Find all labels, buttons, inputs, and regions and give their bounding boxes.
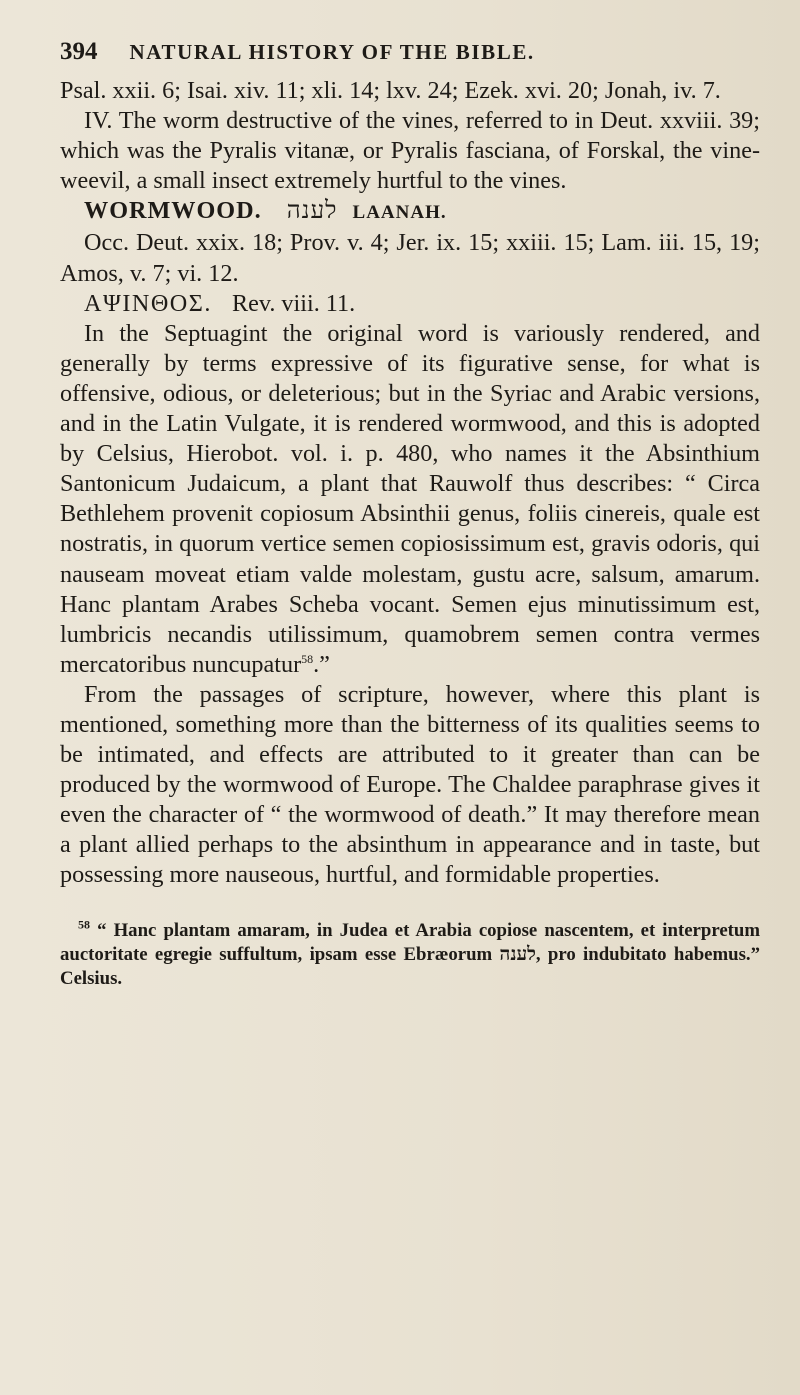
- septuagint-text: In the Septuagint the original word is variously rendered, and generally by terms expressive of its figurative sense, for what is offensive, odious, or deleterious; but in the Syriac and Arabic versions, and in the Latin Vulgate, it is rendered wormwood, and this is adopted by Celsius, Hierobot. vol. i. p. 480, who names it the Absinthium Santonicum Judaicum, a plant that Rauwolf thus describes: “ Circa Bethlehem provenit copiosum Absinthii genus, foliis cinereis, quale est nostratis, in quorum vertice semen copiosissimum est, gravis odoris, qui nauseam moveat etiam valde molestam, gustu acre, salsum, amarum. Hanc plantam Arabes Scheba vocant. Semen ejus minutissimum est, lumbricis necandis utilissimum, quamobrem semen contra vermes mercatoribus nuncupatur: [60, 319, 760, 678]
- page-header: [60, 38, 760, 66]
- transliteration: LAANAH.: [352, 202, 447, 224]
- footnote-marker: 58: [78, 917, 90, 932]
- paragraph-septuagint: [60, 319, 760, 680]
- scripture-references: Psal. xxii. 6; Isai. xiv. 11; xli. 14; lxv. 24; Ezek. xvi. 20; Jonah, iv. 7.: [60, 77, 721, 104]
- paragraph-worm-vines: IV. The worm destructive of the vines, referred to in Deut. xxviii. 39; which was the Pyralis vitanæ, or Pyralis fasciana, of Forskal, the vine-weevil, a small insect extremely hurtful to the vines.: [60, 107, 760, 195]
- running-title: NATURAL HISTORY OF THE BIBLE.: [129, 40, 535, 64]
- footnote: [60, 919, 760, 991]
- footnote-text: [60, 919, 760, 991]
- footnote-body: “ Hanc plantam amaram, in Judea et Arabia copiose nascentem, et interpretum auctoritate egregie suffultum, ipsam esse Ebræorum לענה, pro indubitato habemus.” Celsius.: [60, 919, 760, 989]
- main-text: [60, 76, 760, 891]
- paragraph-passages: From the passages of scripture, however, where this plant is mentioned, something more than the bitterness of its qualities seems to be intimated, and effects are attributed to it greater than can be produced by the wormwood of Europe. The Chaldee paraphrase gives it even the character of “ the wormwood of death.” It may therefore mean a plant allied perhaps to the absinthum in appearance and in taste, but possessing more nauseous, hurtful, and formidable properties.: [60, 680, 760, 889]
- heading-word: WORMWOOD.: [84, 197, 262, 225]
- occurrences: Occ. Deut. xxix. 18; Prov. v. 4; Jer. ix. 15; xxiii. 15; Lam. iii. 15, 19; Amos, v. 7; vi. 12.: [60, 229, 760, 287]
- quote-close: .”: [313, 650, 330, 678]
- greek-entry: [60, 289, 760, 319]
- entry-heading-wormwood: [60, 196, 760, 228]
- hebrew-word: לענה: [286, 197, 338, 225]
- footnote-reference[interactable]: 58: [301, 651, 314, 666]
- greek-reference: Rev. viii. 11.: [231, 289, 356, 317]
- greek-word: ΑΨΙΝΘΟΣ.: [84, 289, 212, 317]
- page-number: 394: [60, 38, 98, 65]
